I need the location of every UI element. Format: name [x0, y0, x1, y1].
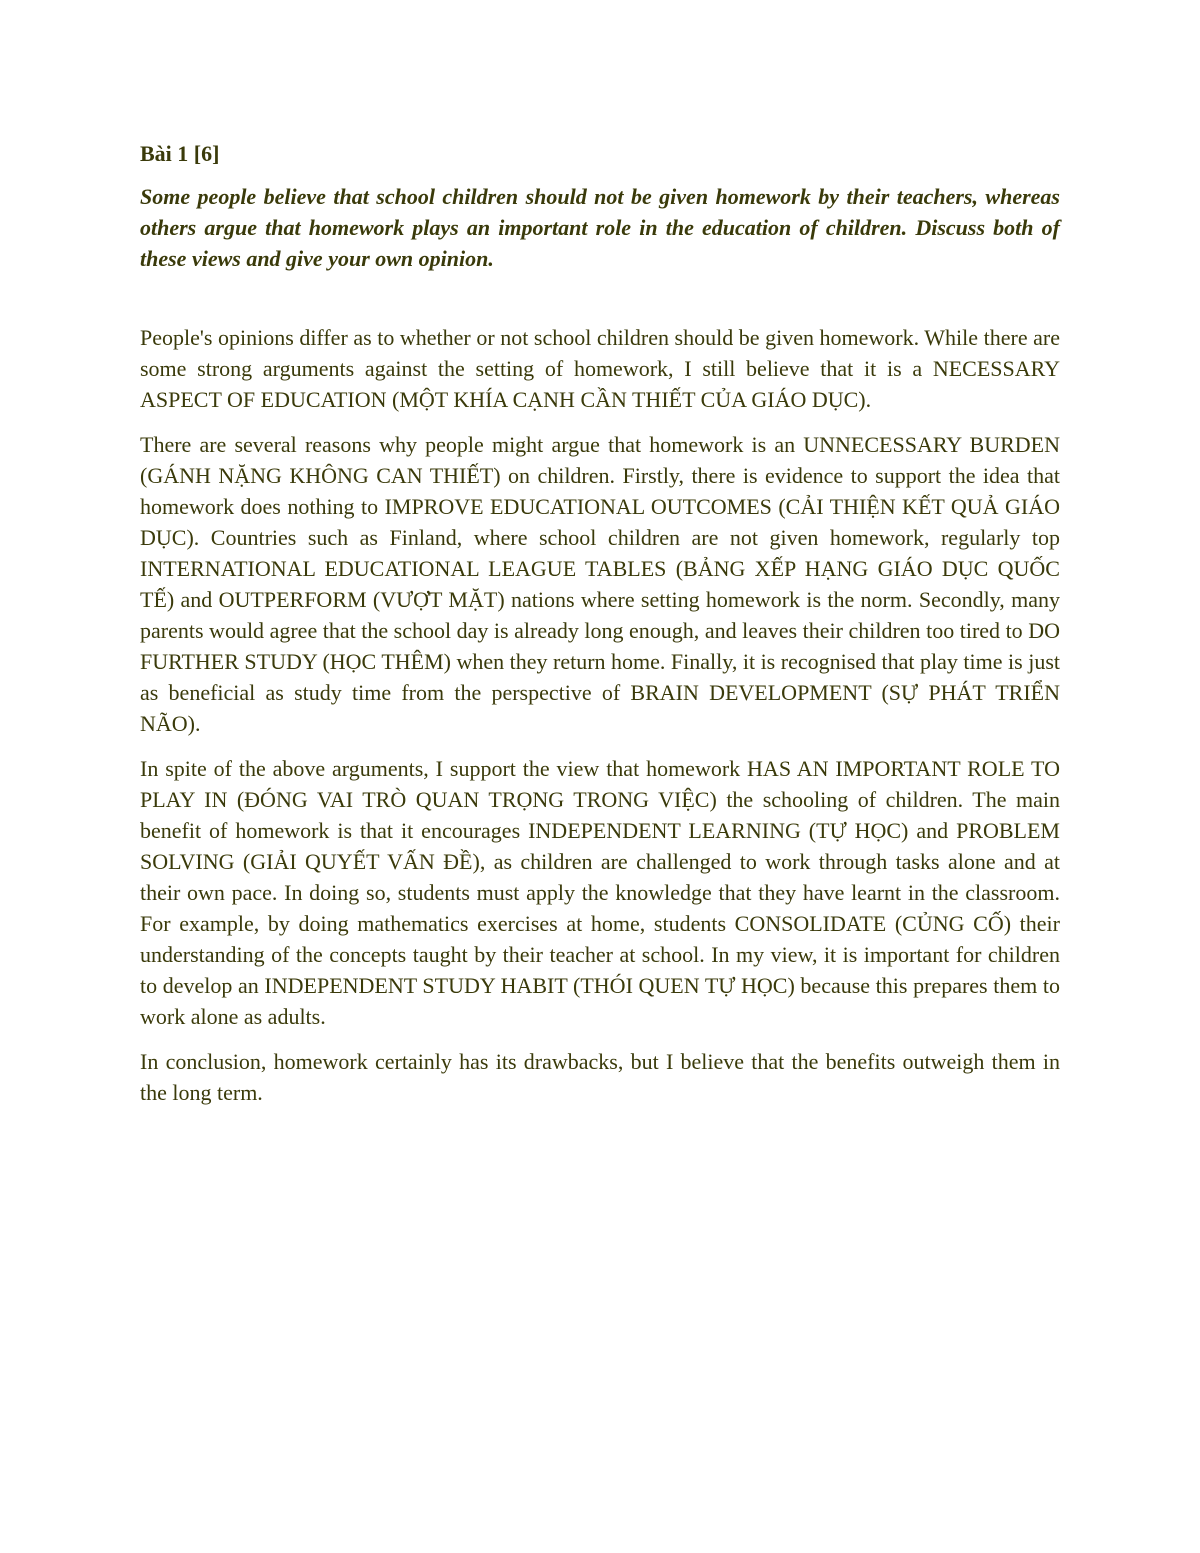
essay-paragraph-conclusion: In conclusion, homework certainly has its drawbacks, but I believe that the benefits outweigh them in the long term.: [140, 1049, 1060, 1105]
document-page: [140, 138, 1060, 1122]
essay-prompt: Some people believe that school children should not be given homework by their teachers, whereas others argue that homework plays an important role in the education of children. Discuss both of these views and give your own opinion.: [140, 184, 1060, 271]
essay-paragraph-introduction: People's opinions differ as to whether or not school children should be given homework. While there are some strong arguments against the setting of homework, I still believe that it is a NECESSARY ASPECT OF EDUCATION (MỘT KHÍA CẠNH CẦN THIẾT CỦA GIÁO DỤC).: [140, 325, 1060, 412]
essay-paragraph-arguments-against: There are several reasons why people might argue that homework is an UNNECESSARY BURDEN (GÁNH NẶNG KHÔNG CAN THIẾT) on children. Firstly, there is evidence to support the idea that homework does nothing to IMPROVE EDUCATIONAL OUTCOMES (CẢI THIỆN KẾT QUẢ GIÁO DỤC). Countries such as Finland, where school children are not given homework, regularly top INTERNATIONAL EDUCATIONAL LEAGUE TABLES (BẢNG XẾP HẠNG GIÁO DỤC QUỐC TẾ) and OUTPERFORM (VƯỢT MẶT) nations where setting homework is the norm. Secondly, many parents would agree that the school day is already long enough, and leaves their children too tired to DO FURTHER STUDY (HỌC THÊM) when they return home. Finally, it is recognised that play time is just as beneficial as study time from the perspective of BRAIN DEVELOPMENT (SỰ PHÁT TRIỂN NÃO).: [140, 432, 1060, 736]
essay-paragraph-arguments-for: In spite of the above arguments, I support the view that homework HAS AN IMPORTANT ROLE TO PLAY IN (ĐÓNG VAI TRÒ QUAN TRỌNG TRONG VIỆC) the schooling of children. The main benefit of homework is that it encourages INDEPENDENT LEARNING (TỰ HỌC) and PROBLEM SOLVING (GIẢI QUYẾT VẤN ĐỀ), as children are challenged to work through tasks alone and at their own pace. In doing so, students must apply the knowledge that they have learnt in the classroom. For example, by doing mathematics exercises at home, students CONSOLIDATE (CỦNG CỐ) their understanding of the concepts taught by their teacher at school. In my view, it is important for children to develop an INDEPENDENT STUDY HABIT (THÓI QUEN TỰ HỌC) because this prepares them to work alone as adults.: [140, 756, 1060, 1029]
exercise-heading: Bài 1 [6]: [140, 141, 220, 166]
